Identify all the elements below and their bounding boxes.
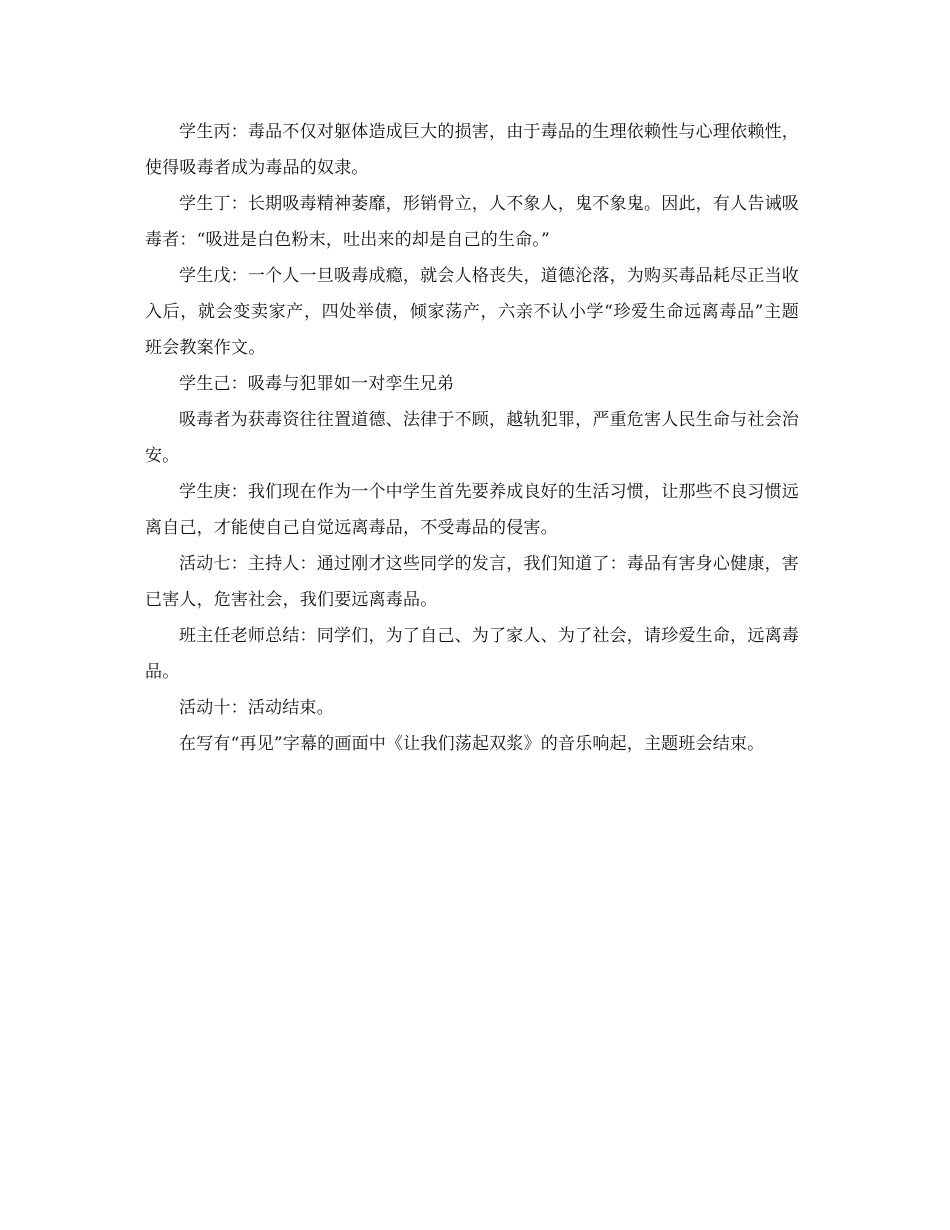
paragraph-teacher-summary: 班主任老师总结：同学们，为了自己、为了家人、为了社会，请珍爱生命，远离毒品。	[145, 626, 799, 682]
paragraph-student-geng: 学生庚：我们现在作为一个中学生首先要养成良好的生活习惯，让那些不良习惯远离自己，才能使自己自觉远离毒品，不受毒品的侵害。	[145, 482, 799, 538]
paragraph-drug-crime: 吸毒者为获毒资往往置道德、法律于不顾，越轨犯罪，严重危害人民生命与社会治安。	[145, 410, 799, 466]
paragraph-activity-ten: 活动十：活动结束。	[179, 698, 334, 718]
paragraph-activity-seven: 活动七：主持人：通过刚才这些同学的发言，我们知道了：毒品有害身心健康，害已害人，危害社会，我们要远离毒品。	[145, 554, 799, 610]
paragraph-closing: 在写有“再见”字幕的画面中《让我们荡起双浆》的音乐响起，主题班会结束。	[179, 734, 765, 754]
paragraph-student-ding: 学生丁：长期吸毒精神萎靡，形销骨立，人不象人，鬼不象鬼。因此，有人告诫吸毒者：“吸进是白色粉末，吐出来的却是自己的生命。”	[145, 194, 799, 250]
document-body	[145, 114, 799, 762]
paragraph-student-ji: 学生己：吸毒与犯罪如一对孪生兄弟	[179, 374, 455, 394]
paragraph-student-wu: 学生戊：一个人一旦吸毒成瘾，就会人格丧失，道德沦落，为购买毒品耗尽正当收入后，就会变卖家产，四处举债，倾家荡产，六亲不认小学“珍爱生命远离毒品”主题班会教案作文。	[145, 266, 799, 358]
paragraph-student-bing: 学生丙：毒品不仅对躯体造成巨大的损害，由于毒品的生理依赖性与心理依赖性，使得吸毒者成为毒品的奴隶。	[145, 122, 799, 178]
